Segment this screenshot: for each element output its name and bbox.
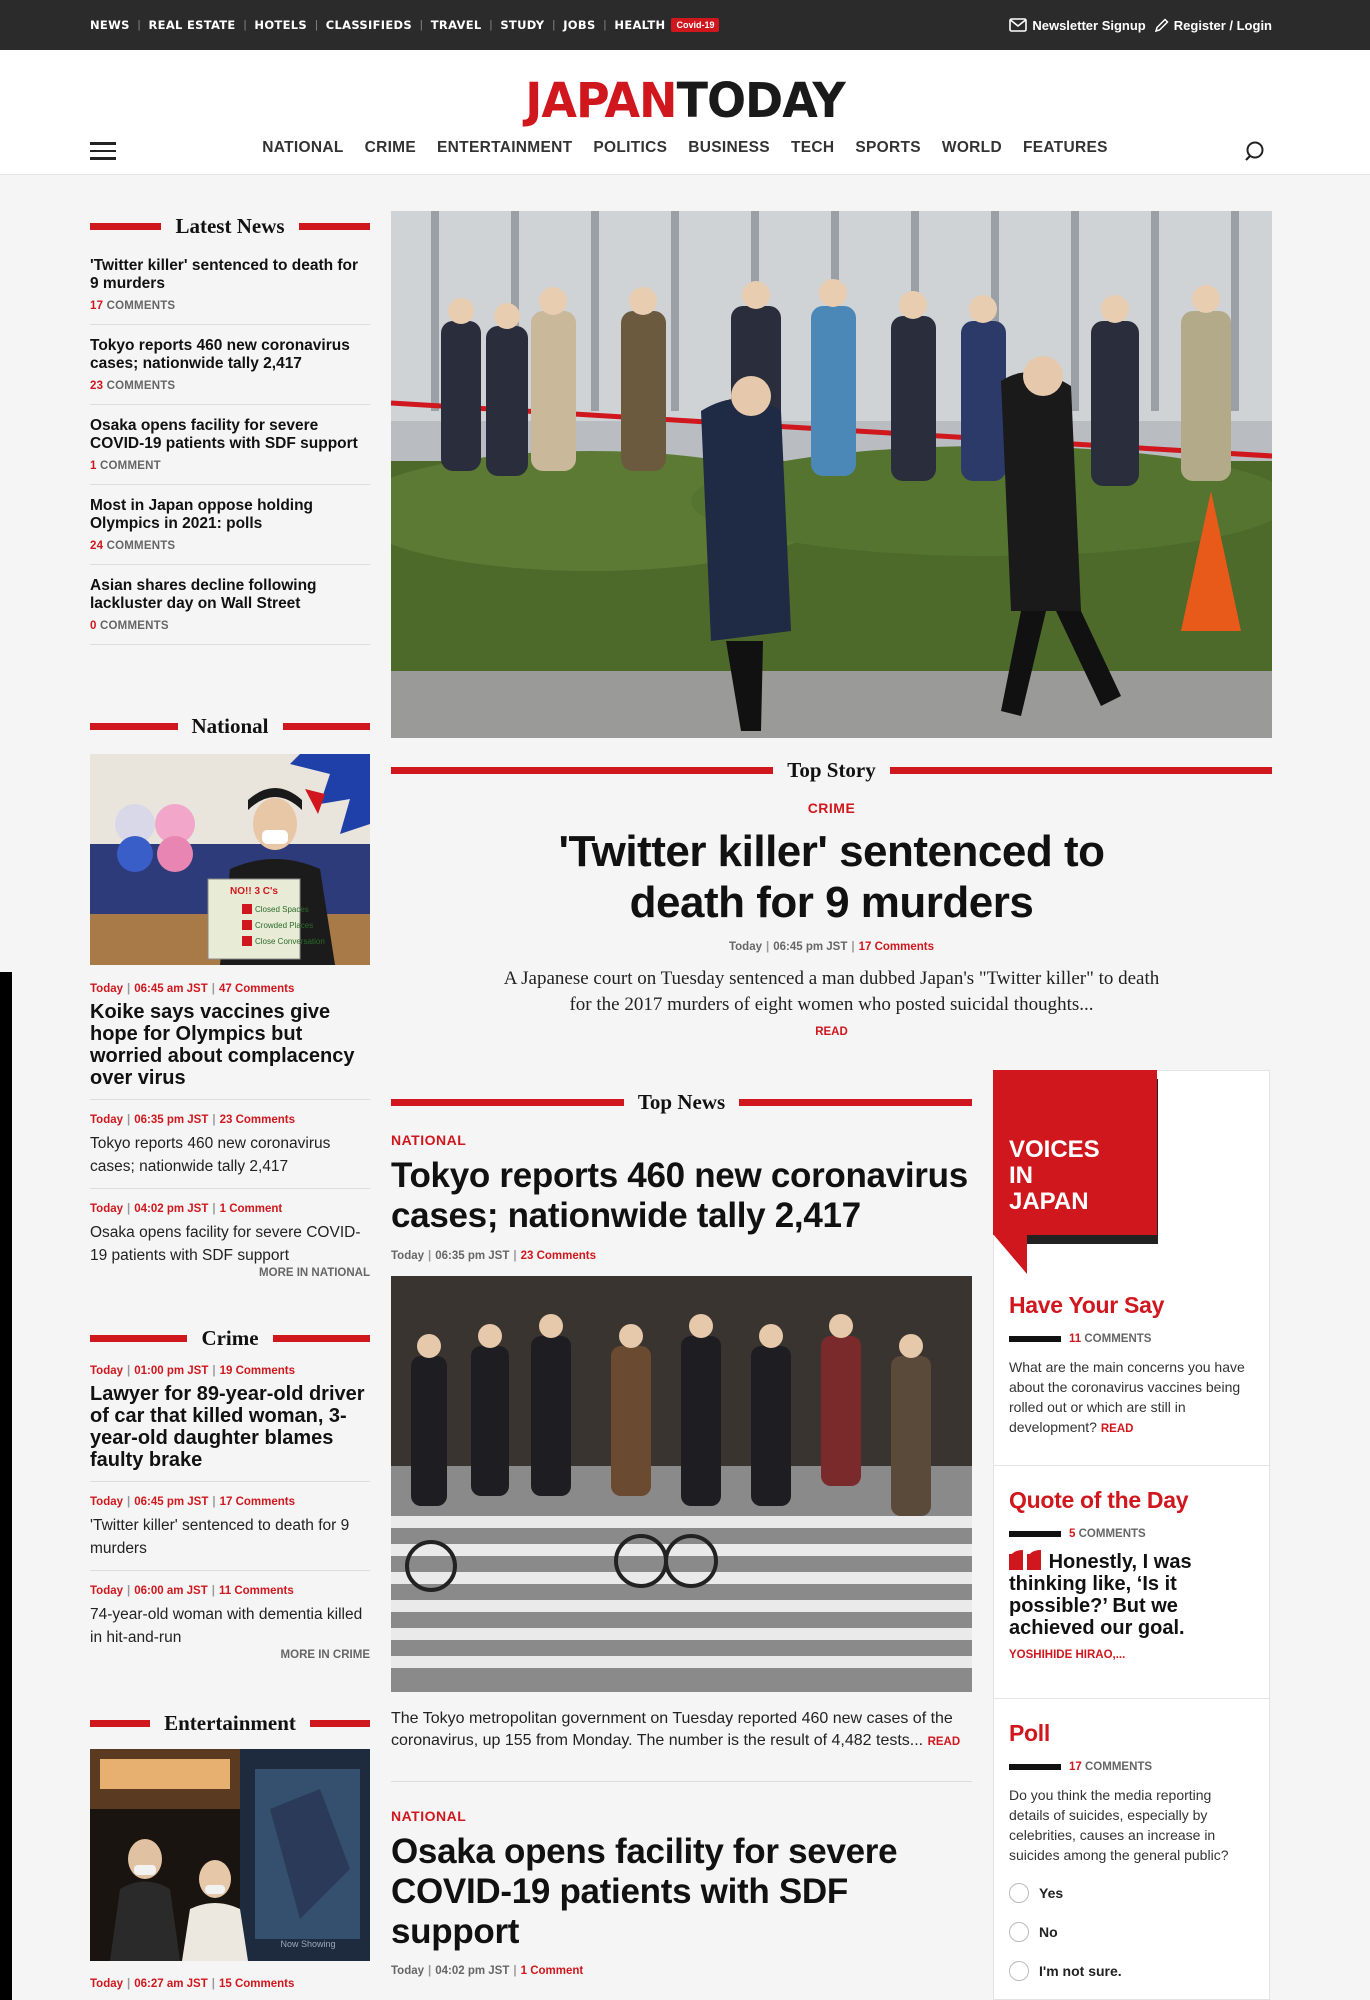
latest-news xyxy=(90,214,370,645)
heading-label: Entertainment xyxy=(164,1711,296,1735)
nav-business[interactable]: BUSINESS xyxy=(688,139,770,156)
article-title[interactable]: Koike says vaccines give hope for Olympics but worried about complacency over virus xyxy=(90,1001,355,1089)
newsletter-link[interactable] xyxy=(1009,18,1145,33)
comment-count[interactable] xyxy=(90,540,370,552)
poll-comment-count[interactable] xyxy=(1009,1761,1249,1773)
radio-button[interactable] xyxy=(1009,1922,1029,1942)
top-news-summary xyxy=(391,1708,976,1753)
heading-rule xyxy=(391,767,773,774)
top-news-category[interactable]: NATIONAL xyxy=(391,1132,467,1148)
top-nav xyxy=(90,0,719,50)
heading-rule xyxy=(299,223,370,230)
article-time: 06:35 pm JST xyxy=(435,1250,510,1262)
nav-national[interactable]: NATIONAL xyxy=(262,139,344,156)
entertainment-article[interactable] xyxy=(90,1978,370,1990)
nav-world[interactable]: WORLD xyxy=(941,139,1002,156)
comment-label: COMMENTS xyxy=(1078,1528,1146,1540)
article-time: 06:45 pm JST xyxy=(773,941,848,953)
nav-sports[interactable]: SPORTS xyxy=(855,139,921,156)
poll-option-label[interactable]: Yes xyxy=(1039,1885,1064,1901)
article-time: 04:02 pm JST xyxy=(134,1203,209,1215)
national-heading[interactable] xyxy=(90,714,370,739)
heading-rule xyxy=(283,723,371,730)
topnav-news[interactable]: NEWS xyxy=(90,18,130,32)
comment-number: 23 xyxy=(90,380,104,392)
hys-comment-count[interactable] xyxy=(1009,1333,1249,1345)
national-article[interactable] xyxy=(90,1114,370,1189)
poll-option-yes[interactable] xyxy=(1009,1883,1249,1903)
comment-number: 0 xyxy=(90,620,97,632)
article-title[interactable]: Osaka opens facility for severe COVID-19 patients with SDF support xyxy=(90,1224,361,1264)
article-day: Today xyxy=(90,1978,124,1990)
article-time: 06:35 pm JST xyxy=(134,1114,209,1126)
top-news-title[interactable]: Osaka opens facility for severe COVID-19 patients with SDF support xyxy=(391,1832,898,1951)
heading-label: Top Story xyxy=(787,758,876,782)
article-day: Today xyxy=(90,1585,124,1597)
divider xyxy=(391,1781,972,1782)
crime-article[interactable] xyxy=(90,1585,370,1649)
comment-number: 17 xyxy=(90,300,104,312)
latest-item-title[interactable]: Asian shares decline following lackluster day on Wall Street xyxy=(90,577,317,612)
article-meta: Today | 06:45 pm JST | 17 Comments xyxy=(90,1496,296,1508)
quote-of-the-day xyxy=(1009,1487,1249,1661)
qotd-heading[interactable]: Quote of the Day xyxy=(1009,1487,1189,1513)
qotd-comment-count[interactable] xyxy=(1009,1528,1249,1540)
search-icon[interactable] xyxy=(1244,140,1266,162)
poll-option-not-sure[interactable] xyxy=(1009,1961,1249,1981)
latest-item-title[interactable]: 'Twitter killer' sentenced to death for 9 murders xyxy=(90,257,359,292)
topnav-separator: | xyxy=(489,19,493,31)
article-meta: Today | 06:27 am JST | 15 Comments xyxy=(90,1978,295,1990)
top-news-title[interactable]: Tokyo reports 460 new coronavirus cases; nationwide tally 2,417 xyxy=(391,1156,968,1235)
heading-rule xyxy=(273,1335,370,1342)
account-links xyxy=(1001,0,1272,50)
entertainment-photo[interactable] xyxy=(90,1749,370,1961)
article-comments[interactable]: 17 Comments xyxy=(858,941,935,953)
hys-text xyxy=(1009,1357,1249,1439)
comment-count[interactable] xyxy=(90,300,370,312)
national-photo[interactable] xyxy=(90,754,370,965)
comment-label: COMMENTS xyxy=(106,300,176,312)
comment-label: COMMENTS xyxy=(1085,1761,1153,1773)
national-article[interactable] xyxy=(90,983,370,1100)
article-day: Today xyxy=(728,941,762,953)
latest-item-title[interactable]: Osaka opens facility for severe COVID-19 patients with SDF support xyxy=(90,417,358,452)
topnav-hotels[interactable]: HOTELS xyxy=(254,18,307,32)
comment-number: 17 xyxy=(1069,1761,1082,1773)
comment-number: 5 xyxy=(1069,1528,1076,1540)
comment-label: COMMENTS xyxy=(100,620,169,632)
top-news-meta: Today | 06:35 pm JST | 23 Comments xyxy=(391,1250,597,1262)
latest-news-heading xyxy=(90,214,370,239)
comment-label: COMMENT xyxy=(100,460,161,472)
article-meta: Today | 04:02 pm JST | 1 Comment xyxy=(90,1203,283,1215)
top-news-heading xyxy=(391,1090,972,1115)
comment-label: COMMENTS xyxy=(1084,1333,1152,1345)
top-story-summary: A Japanese court on Tuesday sentenced a man dubbed Japan's "Twitter killer" to death for the 2017 murders of eight women who posted suicidal thoughts... xyxy=(503,968,1160,1015)
qotd-author[interactable]: YOSHIHIDE HIRAO,... xyxy=(1009,1649,1126,1661)
topnav-study[interactable]: STUDY xyxy=(500,18,545,32)
topnav-travel[interactable]: TRAVEL xyxy=(430,18,482,32)
article-day: Today xyxy=(391,1250,425,1262)
logo-part-today: TODAY xyxy=(676,71,845,129)
crime-section xyxy=(90,1326,370,1661)
register-label: Register / Login xyxy=(1173,17,1272,33)
summary-text: The Tokyo metropolitan government on Tuesday reported 460 new cases of the coronavirus, up 155 from Monday. The number is the result of 4,482 tests... xyxy=(391,1710,953,1749)
poll-option-label[interactable]: I'm not sure. xyxy=(1039,1963,1122,1979)
heading-rule xyxy=(90,223,161,230)
topnav-separator: | xyxy=(603,19,607,31)
article-day: Today xyxy=(90,1365,124,1377)
qotd-quote xyxy=(1009,1550,1249,1639)
latest-item[interactable] xyxy=(90,325,370,405)
voices-box-tail xyxy=(993,1234,1027,1274)
heading-rule xyxy=(739,1099,972,1106)
article-time: 06:00 am JST xyxy=(134,1585,208,1597)
article-title[interactable]: Tokyo reports 460 new coronavirus cases; nationwide tally 2,417 xyxy=(90,1135,331,1175)
nav-crime[interactable]: CRIME xyxy=(364,139,417,156)
topnav-separator: | xyxy=(552,19,556,31)
article-day: Today xyxy=(90,983,124,995)
top-news-photo[interactable] xyxy=(391,1276,972,1692)
poster-caption: Now Showing xyxy=(280,1939,336,1949)
hys-question: What are the main concerns you have about the coronavirus vaccines being rolled out or which are still in development? xyxy=(1009,1359,1245,1435)
top-story-read-link[interactable]: READ xyxy=(815,1026,848,1038)
latest-item-title[interactable]: Most in Japan oppose holding Olympics in 2021: polls xyxy=(90,497,314,532)
register-link[interactable] xyxy=(1154,18,1272,33)
article-meta: Today | 06:00 am JST | 11 Comments xyxy=(90,1585,294,1597)
logo-part-japan: JAPAN xyxy=(525,71,677,129)
article-comments[interactable]: 15 Comments xyxy=(218,1978,295,1990)
sign-headline: NO!! 3 C's xyxy=(230,886,278,897)
latest-item[interactable] xyxy=(90,485,370,565)
article-comments[interactable]: 17 Comments xyxy=(219,1496,296,1508)
nav-entertainment[interactable]: ENTERTAINMENT xyxy=(437,139,573,156)
article-time: 06:45 am JST xyxy=(134,983,208,995)
top-story-meta: Today | 06:45 pm JST | 17 Comments xyxy=(728,941,935,953)
national-article[interactable] xyxy=(90,1203,370,1267)
article-comments[interactable]: 1 Comment xyxy=(520,1965,584,1977)
article-meta: Today | 01:00 pm JST | 19 Comments xyxy=(90,1365,296,1377)
divider xyxy=(993,1465,1270,1466)
article-comments[interactable]: 23 Comments xyxy=(520,1250,597,1262)
latest-item[interactable] xyxy=(90,405,370,485)
top-story-title[interactable]: 'Twitter killer' sentenced to death for 9 murders xyxy=(558,827,1105,927)
hys-read-link[interactable]: READ xyxy=(1100,1423,1134,1435)
poll-heading[interactable]: Poll xyxy=(1009,1720,1050,1746)
latest-item[interactable] xyxy=(90,245,370,325)
sign-line: Crowded Places xyxy=(255,921,314,930)
national-section xyxy=(90,714,370,739)
topnav-classifieds[interactable]: CLASSIFIEDS xyxy=(325,18,412,32)
crime-article[interactable] xyxy=(90,1365,370,1482)
sign-line: Close Conversation xyxy=(255,937,325,946)
article-time: 01:00 pm JST xyxy=(134,1365,209,1377)
covid-badge[interactable]: Covid-19 xyxy=(671,18,719,32)
heading-rule xyxy=(90,723,178,730)
article-time: 04:02 pm JST xyxy=(435,1965,510,1977)
article-comments[interactable]: 19 Comments xyxy=(219,1365,296,1377)
topnav-real-estate[interactable]: REAL ESTATE xyxy=(148,18,236,32)
envelope-icon xyxy=(1009,18,1027,32)
article-day: Today xyxy=(90,1114,124,1126)
main-nav xyxy=(0,139,1370,157)
heading-rule xyxy=(890,767,1272,774)
latest-item-title[interactable]: Tokyo reports 460 new coronavirus cases; nationwide tally 2,417 xyxy=(90,337,350,372)
radio-button[interactable] xyxy=(1009,1883,1029,1903)
sign-line: Closed Spaces xyxy=(255,905,309,914)
topnav-separator: | xyxy=(314,19,318,31)
heading-label: Crime xyxy=(201,1326,259,1350)
topnav-separator: | xyxy=(419,19,423,31)
heading-rule xyxy=(310,1720,370,1727)
top-news-read-link[interactable]: READ xyxy=(927,1736,961,1748)
voices-title-line: IN xyxy=(1009,1162,1033,1189)
crime-heading[interactable] xyxy=(90,1326,370,1351)
poll-option-label[interactable]: No xyxy=(1039,1924,1058,1940)
heading-label: Latest News xyxy=(175,214,285,238)
article-comments[interactable]: 1 Comment xyxy=(219,1203,283,1215)
comment-number: 11 xyxy=(1069,1333,1082,1345)
voices-title-line: JAPAN xyxy=(1009,1188,1089,1215)
top-story-photo[interactable] xyxy=(391,211,1272,738)
quote-mark-icon xyxy=(1009,1550,1043,1570)
comment-label: COMMENTS xyxy=(106,540,176,552)
article-title[interactable]: Lawyer for 89-year-old driver of car that killed woman, 3-year-old daughter blames faulty brake xyxy=(90,1383,365,1471)
nav-politics[interactable]: POLITICS xyxy=(593,139,668,156)
top-story-heading xyxy=(391,758,1272,783)
have-your-say xyxy=(1009,1292,1249,1439)
entertainment-heading[interactable] xyxy=(90,1711,370,1736)
more-in-crime-link[interactable]: MORE IN CRIME xyxy=(280,1649,370,1661)
article-title[interactable]: 74-year-old woman with dementia killed in hit-and-run xyxy=(90,1606,363,1646)
quote-text: Honestly, I was thinking like, ‘Is it possible?’ But we achieved our goal. xyxy=(1009,1551,1192,1639)
topnav-separator: | xyxy=(243,19,247,31)
topnav-separator: | xyxy=(137,19,141,31)
article-comments[interactable]: 47 Comments xyxy=(218,983,295,995)
comment-count[interactable] xyxy=(90,380,370,392)
voices-title-line: VOICES xyxy=(1009,1136,1100,1163)
nav-features[interactable]: FEATURES xyxy=(1022,139,1108,156)
voices-title xyxy=(1009,1137,1100,1215)
poll-option-no[interactable] xyxy=(1009,1922,1249,1942)
top-story-category[interactable]: CRIME xyxy=(807,800,856,816)
comment-label: COMMENTS xyxy=(106,380,176,392)
comment-count[interactable] xyxy=(90,620,370,632)
newsletter-label: Newsletter Signup xyxy=(1032,17,1146,33)
article-comments[interactable]: 23 Comments xyxy=(219,1114,296,1126)
latest-item[interactable] xyxy=(90,565,370,645)
site-logo[interactable] xyxy=(0,71,1370,130)
poll xyxy=(1009,1720,1249,1981)
topnav-health[interactable]: HEALTH xyxy=(614,18,666,32)
more-in-national-link[interactable]: MORE IN NATIONAL xyxy=(259,1267,370,1279)
hys-heading[interactable]: Have Your Say xyxy=(1009,1292,1165,1318)
heading-rule xyxy=(90,1335,187,1342)
heading-label: Top News xyxy=(637,1090,726,1114)
comment-count[interactable] xyxy=(90,460,370,472)
topnav-jobs[interactable]: JOBS xyxy=(563,18,596,32)
comment-number: 24 xyxy=(90,540,104,552)
heading-rule xyxy=(391,1099,624,1106)
radio-button[interactable] xyxy=(1009,1961,1029,1981)
heading-label: National xyxy=(191,714,269,738)
comment-number: 1 xyxy=(90,460,97,472)
article-day: Today xyxy=(391,1965,425,1977)
window-edge xyxy=(0,972,12,2000)
top-news-meta: Today | 04:02 pm JST | 1 Comment xyxy=(391,1965,584,1977)
article-day: Today xyxy=(90,1203,124,1215)
poll-question: Do you think the media reporting details of suicides, especially by celebrities, causes an increase in suicides among the general public? xyxy=(1009,1787,1229,1863)
nav-tech[interactable]: TECH xyxy=(790,139,835,156)
article-title[interactable]: 'Twitter killer' sentenced to death for 9 murders xyxy=(90,1517,350,1557)
entertainment-section xyxy=(90,1711,370,1736)
pencil-icon xyxy=(1154,18,1169,33)
national-articles xyxy=(90,983,370,1279)
crime-article[interactable] xyxy=(90,1496,370,1571)
top-news-category[interactable]: NATIONAL xyxy=(391,1808,467,1824)
article-meta: Today | 06:35 pm JST | 23 Comments xyxy=(90,1114,296,1126)
article-time: 06:45 pm JST xyxy=(134,1496,209,1508)
article-time: 06:27 am JST xyxy=(134,1978,208,1990)
heading-rule xyxy=(90,1720,150,1727)
article-meta: Today | 06:45 am JST | 47 Comments xyxy=(90,983,295,995)
article-day: Today xyxy=(90,1496,124,1508)
divider xyxy=(993,1698,1270,1699)
article-comments[interactable]: 11 Comments xyxy=(218,1585,294,1597)
